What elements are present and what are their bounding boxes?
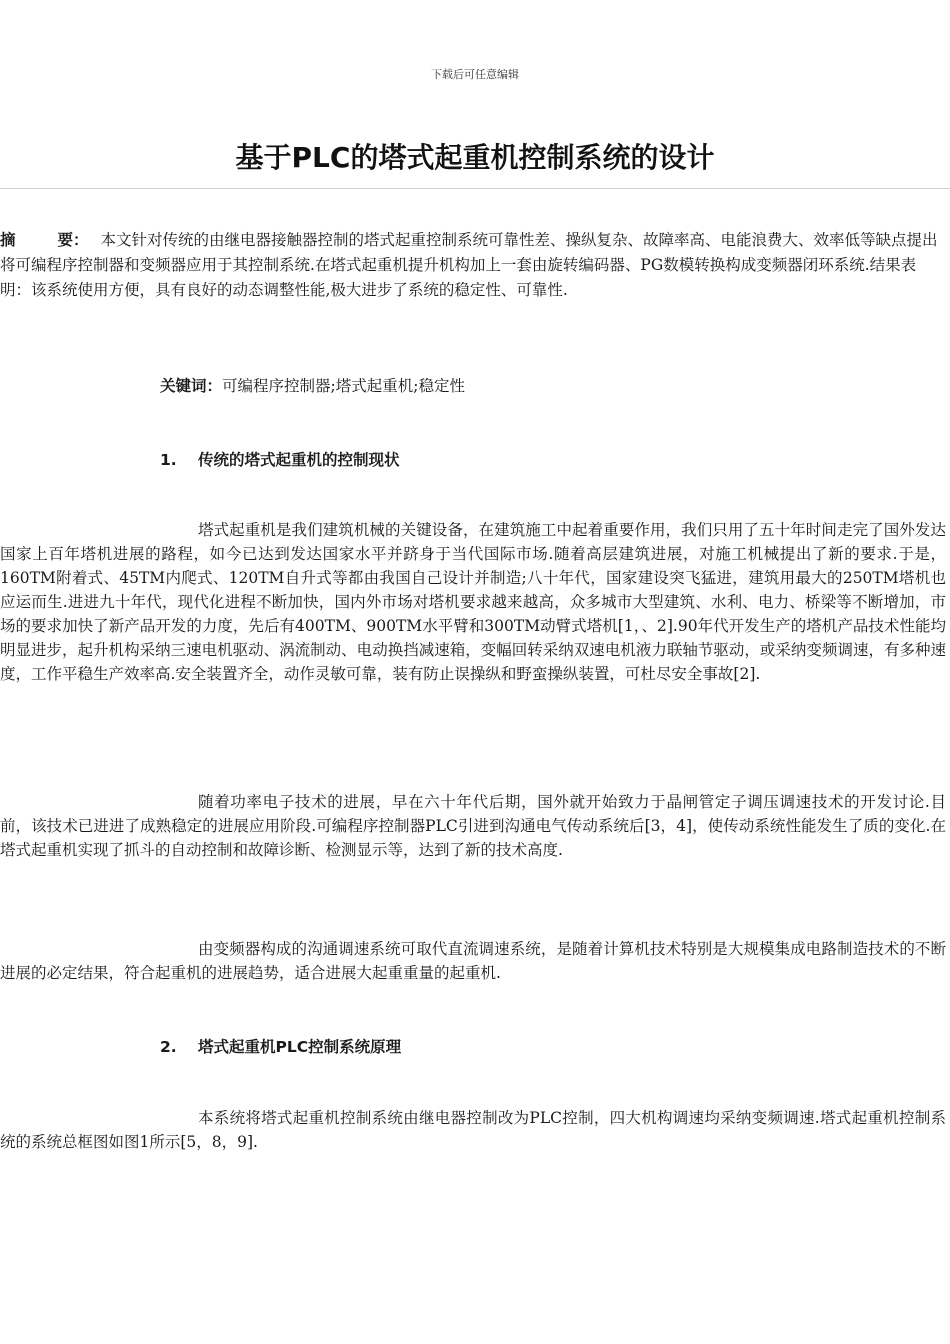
- document-title: 基于PLC的塔式起重机控制系统的设计: [235, 141, 715, 174]
- abstract-label-last: 要：: [57, 231, 89, 249]
- section-title: 传统的塔式起重机的控制现状: [198, 451, 400, 469]
- paragraph-3: 由变频器构成的沟通调速系统可取代直流调速系统，是随着计算机技术特别是大规模集成电路制造技术的不断进展的必定结果，符合起重机的进展趋势，适合进展大起重重量的起重机.: [0, 940, 946, 982]
- section-title: 塔式起重机PLC控制系统原理: [198, 1038, 402, 1056]
- keywords-line: [160, 374, 465, 399]
- header-note: 下载后可任意编辑: [431, 68, 519, 81]
- keywords-label: 关键词：: [160, 377, 223, 395]
- paragraph-1: 塔式起重机是我们建筑机械的关键设备，在建筑施工中起着重要作用，我们只用了五十年时间走完了国外发达国家上百年塔机进展的路程，如今已达到发达国家水平并跻身于当代国际市场.随着高层建筑进展，对施工机械提出了新的要求.于是，160TM附着式、45TM内爬式、120TM自升式等都由我国自己设计并制造;八十年代，国家建设突飞猛进，建筑用最大的250TM塔机也应运而生.进进九十年代，现代化进程不断加快，国内外市场对塔机要求越来越高，众多城市大型建筑、水利、电力、桥梁等不断增加，市场的要求加快了新产品开发的力度，先后有400TM、900TM水平臂和300TM动臂式塔机[1，、2].90年代开发生产的塔机产品技术性能均明显进步，起升机构采纳三速电机驱动、涡流制动、电动换挡减速箱，变幅回转采纳双速电机液力联轴节驱动，或采纳变频调速，有多种速度，工作平稳生产效率高.安全装置齐全，动作灵敏可靠，装有防止误操纵和野蛮操纵装置，可杜尽安全事故[2].: [0, 521, 946, 683]
- abstract-label-first: 摘: [0, 231, 44, 249]
- section-heading-2: [160, 1035, 401, 1057]
- keywords-text: 可编程序控制器;塔式起重机;稳定性: [222, 377, 465, 395]
- section-number: 2.: [160, 1038, 177, 1056]
- section-number: 1.: [160, 451, 177, 469]
- title-divider: [0, 188, 950, 189]
- paragraph-4: 本系统将塔式起重机控制系统由继电器控制改为PLC控制，四大机构调速均采纳变频调速.塔式起重机控制系统的系统总框图如图1所示[5，8，9].: [0, 1109, 946, 1151]
- section-heading-1: [160, 448, 400, 470]
- paragraph-2: 随着功率电子技术的进展，早在六十年代后期，国外就开始致力于晶闸管定子调压调速技术的开发讨论.目前，该技术已进进了成熟稳定的进展应用阶段.可编程序控制器PLC引进到沟通电气传动系统后[3，4]，使传动系统性能发生了质的变化.在塔式起重机实现了抓斗的自动控制和故障诊断、检测显示等，达到了新的技术高度.: [0, 793, 946, 859]
- abstract-block: [0, 228, 946, 303]
- abstract-text: 本文针对传统的由继电器接触器控制的塔式起重控制系统可靠性差、操纵复杂、故障率高、电能浪费大、效率低等缺点提出将可编程序控制器和变频器应用于其控制系统.在塔式起重机提升机构加上一套由旋转编码器、PG数模转换构成变频器闭环系统.结果表明：该系统使用方便，具有良好的动态调整性能,极大进步了系统的稳定性、可靠性.: [0, 231, 938, 299]
